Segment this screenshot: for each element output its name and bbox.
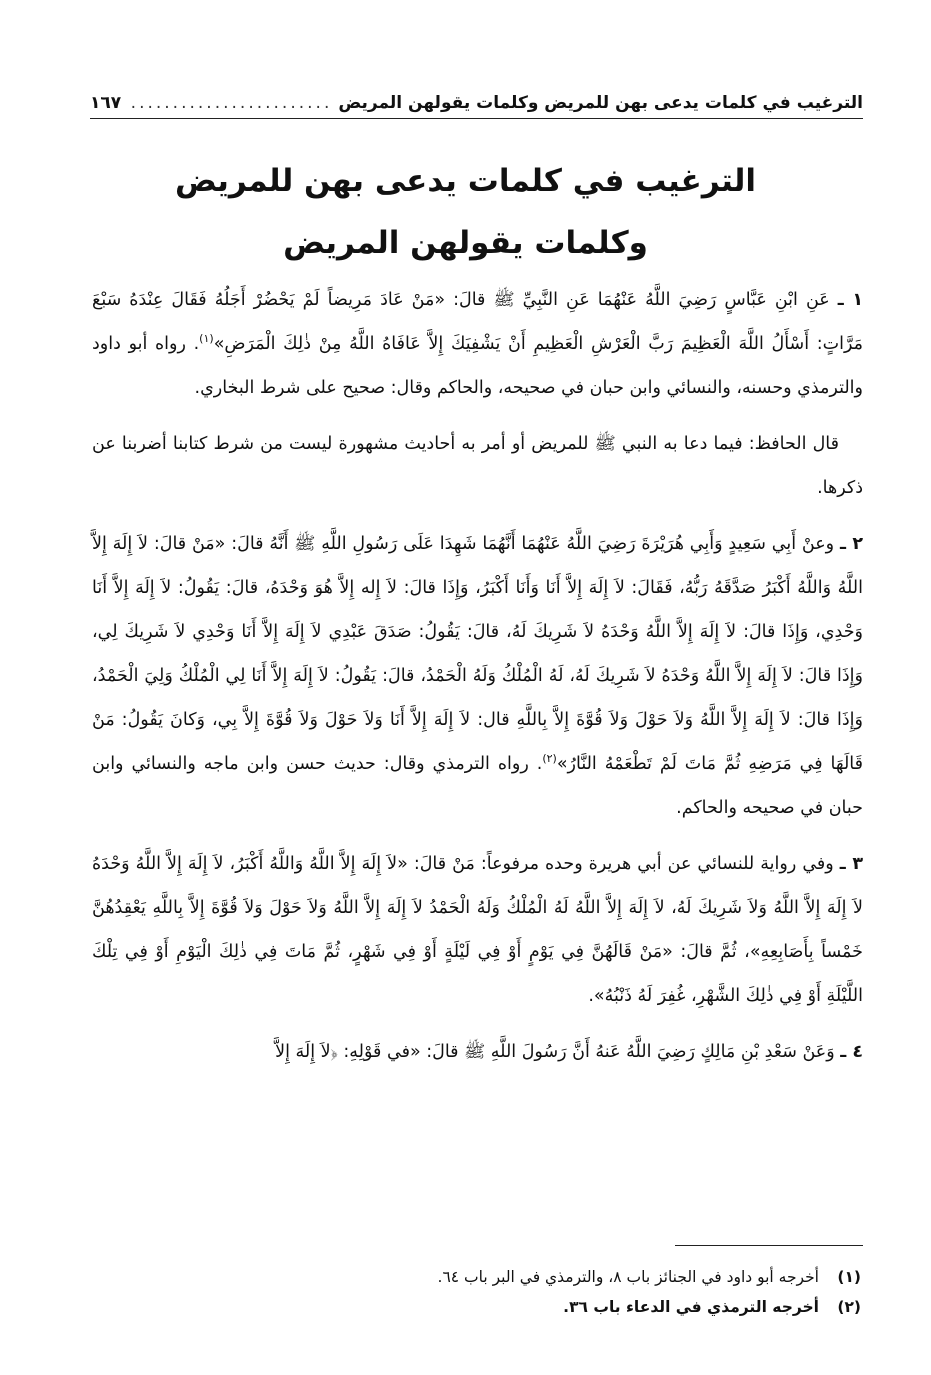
- footnote-ref: (١): [199, 332, 214, 346]
- commentary-text: قال الحافظ: فيما دعا به النبي ﷺ للمريض أو أمر به أحاديث مشهورة ليست من شرط كتابنا أضربنا عن ذكرها.: [92, 434, 863, 498]
- footnote-number: (٢): [837, 1298, 861, 1316]
- footnote: [100, 1262, 861, 1292]
- hadith-text: وفي رواية للنسائي عن أبي هريرة وحده مرفوعاً: مَنْ قالَ: «لاَ إِلَهَ إِلاَّ اللَّهُ وَاللَّهُ أَكْبَرُ، لاَ إِلَهَ إِلاَّ اللَّهُ وَحْدَهُ لاَ إِلَهَ إِلاَّ اللَّهُ وَلاَ شَرِيكَ لَهُ، لاَ إِلَهَ إِلاَّ اللَّهُ لَهُ الْمُلْكُ وَلَهُ الْحَمْدُ لاَ إِلَهَ إِلاَّ اللَّهُ وَلاَ حَوْلَ وَلاَ قُوَّةَ إِلاَّ بِاللَّهِ يَعْقِدُهُنَّ خَمْساً بِأَصَابِعِهِ»، ثُمَّ قالَ: «مَنْ قَالَهُنَّ فِي يَوْمٍ أَوْ فِي لَيْلَةٍ أَوْ فِي شَهْرٍ، ثُمَّ مَاتَ فِي ذٰلِكَ الْيَوْمِ أَوْ فِي تِلْكَ اللَّيْلَةِ أَوْ فِي ذٰلِكَ الشَّهْرِ، غُفِرَ لَهُ ذَنْبُهُ».: [92, 854, 863, 1006]
- hadith-number: ١ ـ: [837, 290, 863, 310]
- hadith-text: عَنِ ابْنِ عَبَّاسٍ رَضِيَ اللَّهُ عَنْهُمَا عَنِ النَّبِيِّ ﷺ قالَ: «مَنْ عَادَ مَرِيضاً لَمْ يَحْضُرْ أَجَلُهُ فَقَالَ عِنْدَهُ سَبْعَ مَرَّاتٍ: أَسْأَلُ اللَّهَ الْعَظِيمَ رَبَّ الْعَرْشِ الْعَظِيمِ أَنْ يَشْفِيَكَ إِلاَّ عَافَاهُ اللَّهُ مِنْ ذٰلِكَ الْمَرَضِ»: [92, 290, 863, 354]
- hadith-text-after: . رواه الترمذي وقال: حديث حسن وابن ماجه والنسائي وابن حبان في صحيحه والحاكم.: [92, 754, 863, 818]
- hadith-paragraph: [92, 522, 863, 830]
- leader-dots: [127, 93, 332, 113]
- hadith-text: وعنْ أَبِي سَعِيدٍ وَأَبِي هُرَيْرَةَ رَضِيَ اللَّهُ عَنْهُمَا أَنَّهُمَا شَهِدَا عَلَى رَسُولِ اللَّهِ ﷺ أَنَّهُ قالَ: «مَنْ قالَ: لاَ إِلَهَ إِلاَّ اللَّهُ وَاللَّهُ أَكْبَرُ صَدَّقَهُ رَبُّهُ، فَقَالَ: لاَ إِلَهَ إِلاَّ أَنَا وَأَنَا أَكْبَرُ، وَإِذَا قالَ: لاَ إِله إِلاَّ هُوَ وَحْدَهُ، قالَ: يَقُولُ: لاَ إِلَهَ إِلاَّ أَنَا وَحْدِي، وَإِذَا قالَ: لاَ إِلَهَ إِلاَّ اللَّهُ وَحْدَهُ لاَ شَرِيكَ لَهُ، قالَ: يَقُولُ: صَدَقَ عَبْدِي لاَ إِلَهَ إِلاَّ أَنَا وَحْدِي لاَ شَرِيكَ لِي، وَإِذَا قالَ: لاَ إِلَهَ إِلاَّ اللَّهُ وَحْدَهُ لاَ شَرِيكَ لَهُ، لَهُ الْمُلْكُ وَلَهُ الْحَمْدُ، قالَ: يَقُولُ: لاَ إِلَهَ إِلاَّ أَنَا لِي الْمُلْكُ وَلِيَ الْحَمْدُ، وَإِذَا قالَ: لاَ إِلَهَ إِلاَّ اللَّهُ وَلاَ حَوْلَ وَلاَ قُوَّةَ إِلاَّ بِاللَّهِ قال: لاَ إِلَهَ إِلاَّ أَنَا وَلاَ حَوْلَ وَلاَ قُوَّةَ إِلاَّ بِي، وَكانَ يَقُولُ: مَنْ قَالَهَا فِي مَرَضِهِ ثُمَّ مَاتَ لَمْ تَطْعَمْهُ النَّارُ»: [92, 534, 863, 774]
- hadith-number: ٢ ـ: [839, 534, 863, 554]
- hadith-number: ٤ ـ: [840, 1042, 863, 1062]
- footnote-text: أخرجه الترمذي في الدعاء باب ٣٦.: [563, 1298, 819, 1316]
- hadith-paragraph: [92, 1030, 863, 1074]
- hadith-text-after: . رواه أبو داود والترمذي وحسنه، والنسائي وابن حبان في صحيحه، والحاكم وقال: صحيح على شرط البخاري.: [92, 334, 863, 398]
- footnote-text: أخرجه أبو داود في الجنائز باب ٨، والترمذي في البر باب ٦٤.: [437, 1268, 819, 1286]
- hadith-text: وَعَنْ سَعْدِ بْنِ مَالِكٍ رَضِيَ اللَّهُ عَنهُ أَنَّ رَسُولَ اللَّهِ ﷺ قالَ: «في قَوْلِهِ: ﴿لاَ إِلَهَ إِلاَّ: [275, 1042, 835, 1062]
- footnotes: [100, 1262, 861, 1322]
- footnote-divider: [675, 1245, 863, 1246]
- hadith-paragraph: [92, 278, 863, 410]
- chapter-title: [60, 150, 871, 274]
- running-header: [90, 88, 863, 119]
- page-number: ١٦٧: [90, 93, 122, 113]
- commentary-paragraph: [92, 422, 863, 510]
- hadith-number: ٣ ـ: [839, 854, 863, 874]
- footnote: [100, 1292, 861, 1322]
- chapter-title-line-1: الترغيب في كلمات يدعى بهن للمريض: [174, 163, 757, 199]
- footnote-ref: (٢): [542, 752, 557, 766]
- footnote-number: (١): [837, 1268, 861, 1286]
- chapter-title-line-2: وكلمات يقولهن المريض: [283, 225, 648, 261]
- hadith-paragraph: [92, 842, 863, 1018]
- running-header-title: الترغيب في كلمات يدعى بهن للمريض وكلمات يقولهن المريض: [338, 93, 863, 113]
- main-text: [92, 278, 863, 1086]
